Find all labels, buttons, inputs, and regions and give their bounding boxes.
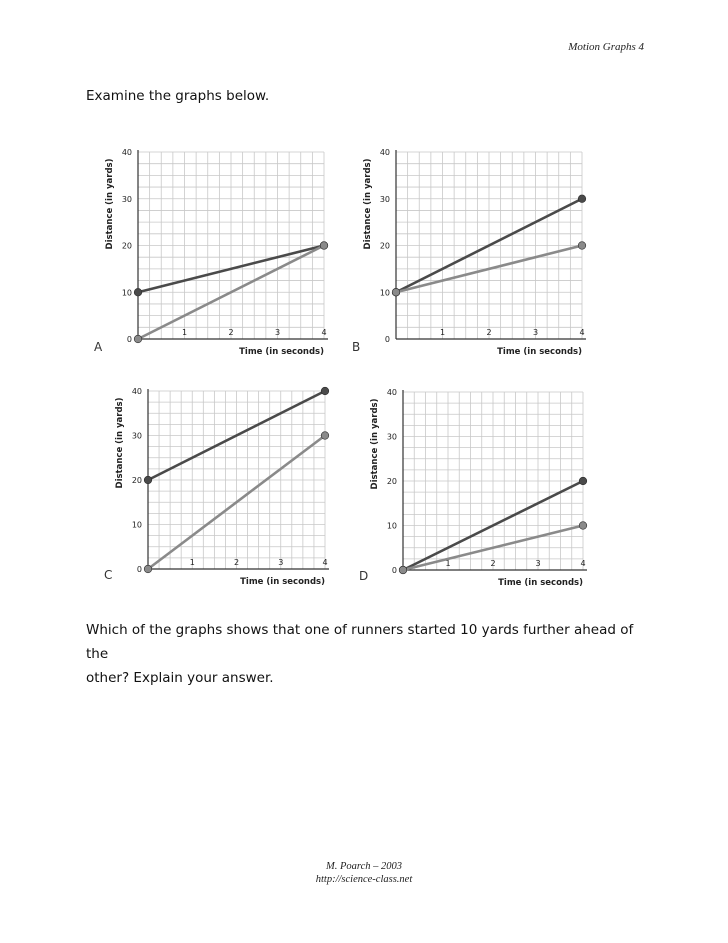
graph-b [348, 140, 593, 365]
data-point-runner-light [134, 335, 142, 343]
data-point-runner-dark [144, 476, 152, 484]
graph-a [90, 140, 335, 365]
y-axis-label: Distance (in yards) [115, 397, 125, 489]
y-tick-label: 10 [386, 521, 397, 531]
y-tick-label: 40 [386, 388, 397, 397]
footer-author: M. Poarch – 2003 [325, 861, 403, 872]
x-tick-label: 1 [445, 559, 451, 568]
x-axis-label: Time (in seconds) [498, 578, 583, 588]
grid [148, 391, 328, 569]
data-point-runner-light [320, 242, 328, 250]
data-point-runner-light [578, 242, 586, 250]
question-line-1: Which of the graphs shows that one of runners started 10 yards further ahead of the [86, 622, 634, 662]
y-tick-label: 10 [379, 288, 390, 298]
y-tick-label: 20 [379, 241, 390, 251]
graph-d [355, 380, 593, 595]
y-tick-label: 40 [121, 148, 132, 157]
x-tick-label: 2 [486, 328, 492, 337]
y-tick-label: 20 [121, 241, 132, 251]
y-axis-label: Distance (in yards) [105, 158, 115, 250]
x-tick-label: 2 [228, 328, 234, 337]
data-point-runner-light [579, 522, 587, 530]
x-tick-label: 4 [322, 558, 328, 567]
graph-letter: D [359, 569, 369, 583]
y-tick-label: 10 [121, 288, 132, 298]
data-point-runner-dark [134, 288, 142, 296]
data-point-runner-light [392, 288, 400, 296]
footer-url: http://science-class.net [315, 874, 413, 885]
grid [403, 392, 586, 570]
graph-letter: C [104, 568, 113, 582]
x-tick-label: 2 [233, 558, 240, 567]
y-tick-label: 20 [131, 476, 142, 485]
y-tick-label: 0 [126, 335, 132, 344]
graph-letter: B [352, 340, 361, 354]
x-tick-label: 1 [189, 558, 195, 567]
x-tick-label: 4 [321, 328, 327, 337]
data-point-runner-light [321, 432, 329, 440]
x-tick-label: 4 [579, 328, 585, 337]
data-point-runner-light [144, 565, 152, 573]
question-text [86, 618, 646, 690]
grid [138, 152, 327, 339]
y-tick-label: 20 [386, 477, 397, 486]
y-tick-label: 0 [384, 335, 390, 344]
y-tick-label: 0 [391, 566, 397, 575]
y-tick-label: 30 [121, 194, 132, 204]
y-tick-label: 0 [136, 565, 142, 574]
question-line-2: other? Explain your answer. [86, 670, 274, 686]
footer [0, 860, 728, 886]
y-tick-label: 40 [379, 148, 390, 157]
y-tick-label: 40 [131, 387, 142, 396]
y-tick-label: 30 [379, 194, 390, 204]
graph-c [100, 379, 335, 594]
graph-letter: A [94, 340, 103, 354]
data-point-runner-dark [578, 195, 586, 203]
y-axis-label: Distance (in yards) [370, 398, 380, 490]
x-tick-label: 4 [580, 559, 586, 568]
x-axis-label: Time (in seconds) [239, 347, 324, 357]
y-tick-label: 30 [386, 432, 397, 442]
y-tick-label: 30 [131, 431, 142, 441]
x-tick-label: 3 [274, 328, 281, 337]
x-axis-label: Time (in seconds) [240, 577, 325, 587]
data-point-runner-light [399, 566, 407, 574]
data-point-runner-dark [321, 387, 329, 395]
x-axis-label: Time (in seconds) [497, 347, 582, 357]
x-tick-label: 3 [532, 328, 539, 337]
y-tick-label: 10 [131, 520, 142, 530]
x-tick-label: 3 [278, 558, 284, 567]
x-tick-label: 3 [535, 559, 541, 568]
intro-text: Examine the graphs below. [86, 88, 270, 104]
data-point-runner-dark [579, 477, 587, 485]
x-tick-label: 1 [181, 328, 188, 337]
y-axis-label: Distance (in yards) [363, 158, 373, 250]
x-tick-label: 2 [490, 559, 496, 568]
page-header-label: Motion Graphs 4 [568, 41, 644, 53]
x-tick-label: 1 [439, 328, 446, 337]
